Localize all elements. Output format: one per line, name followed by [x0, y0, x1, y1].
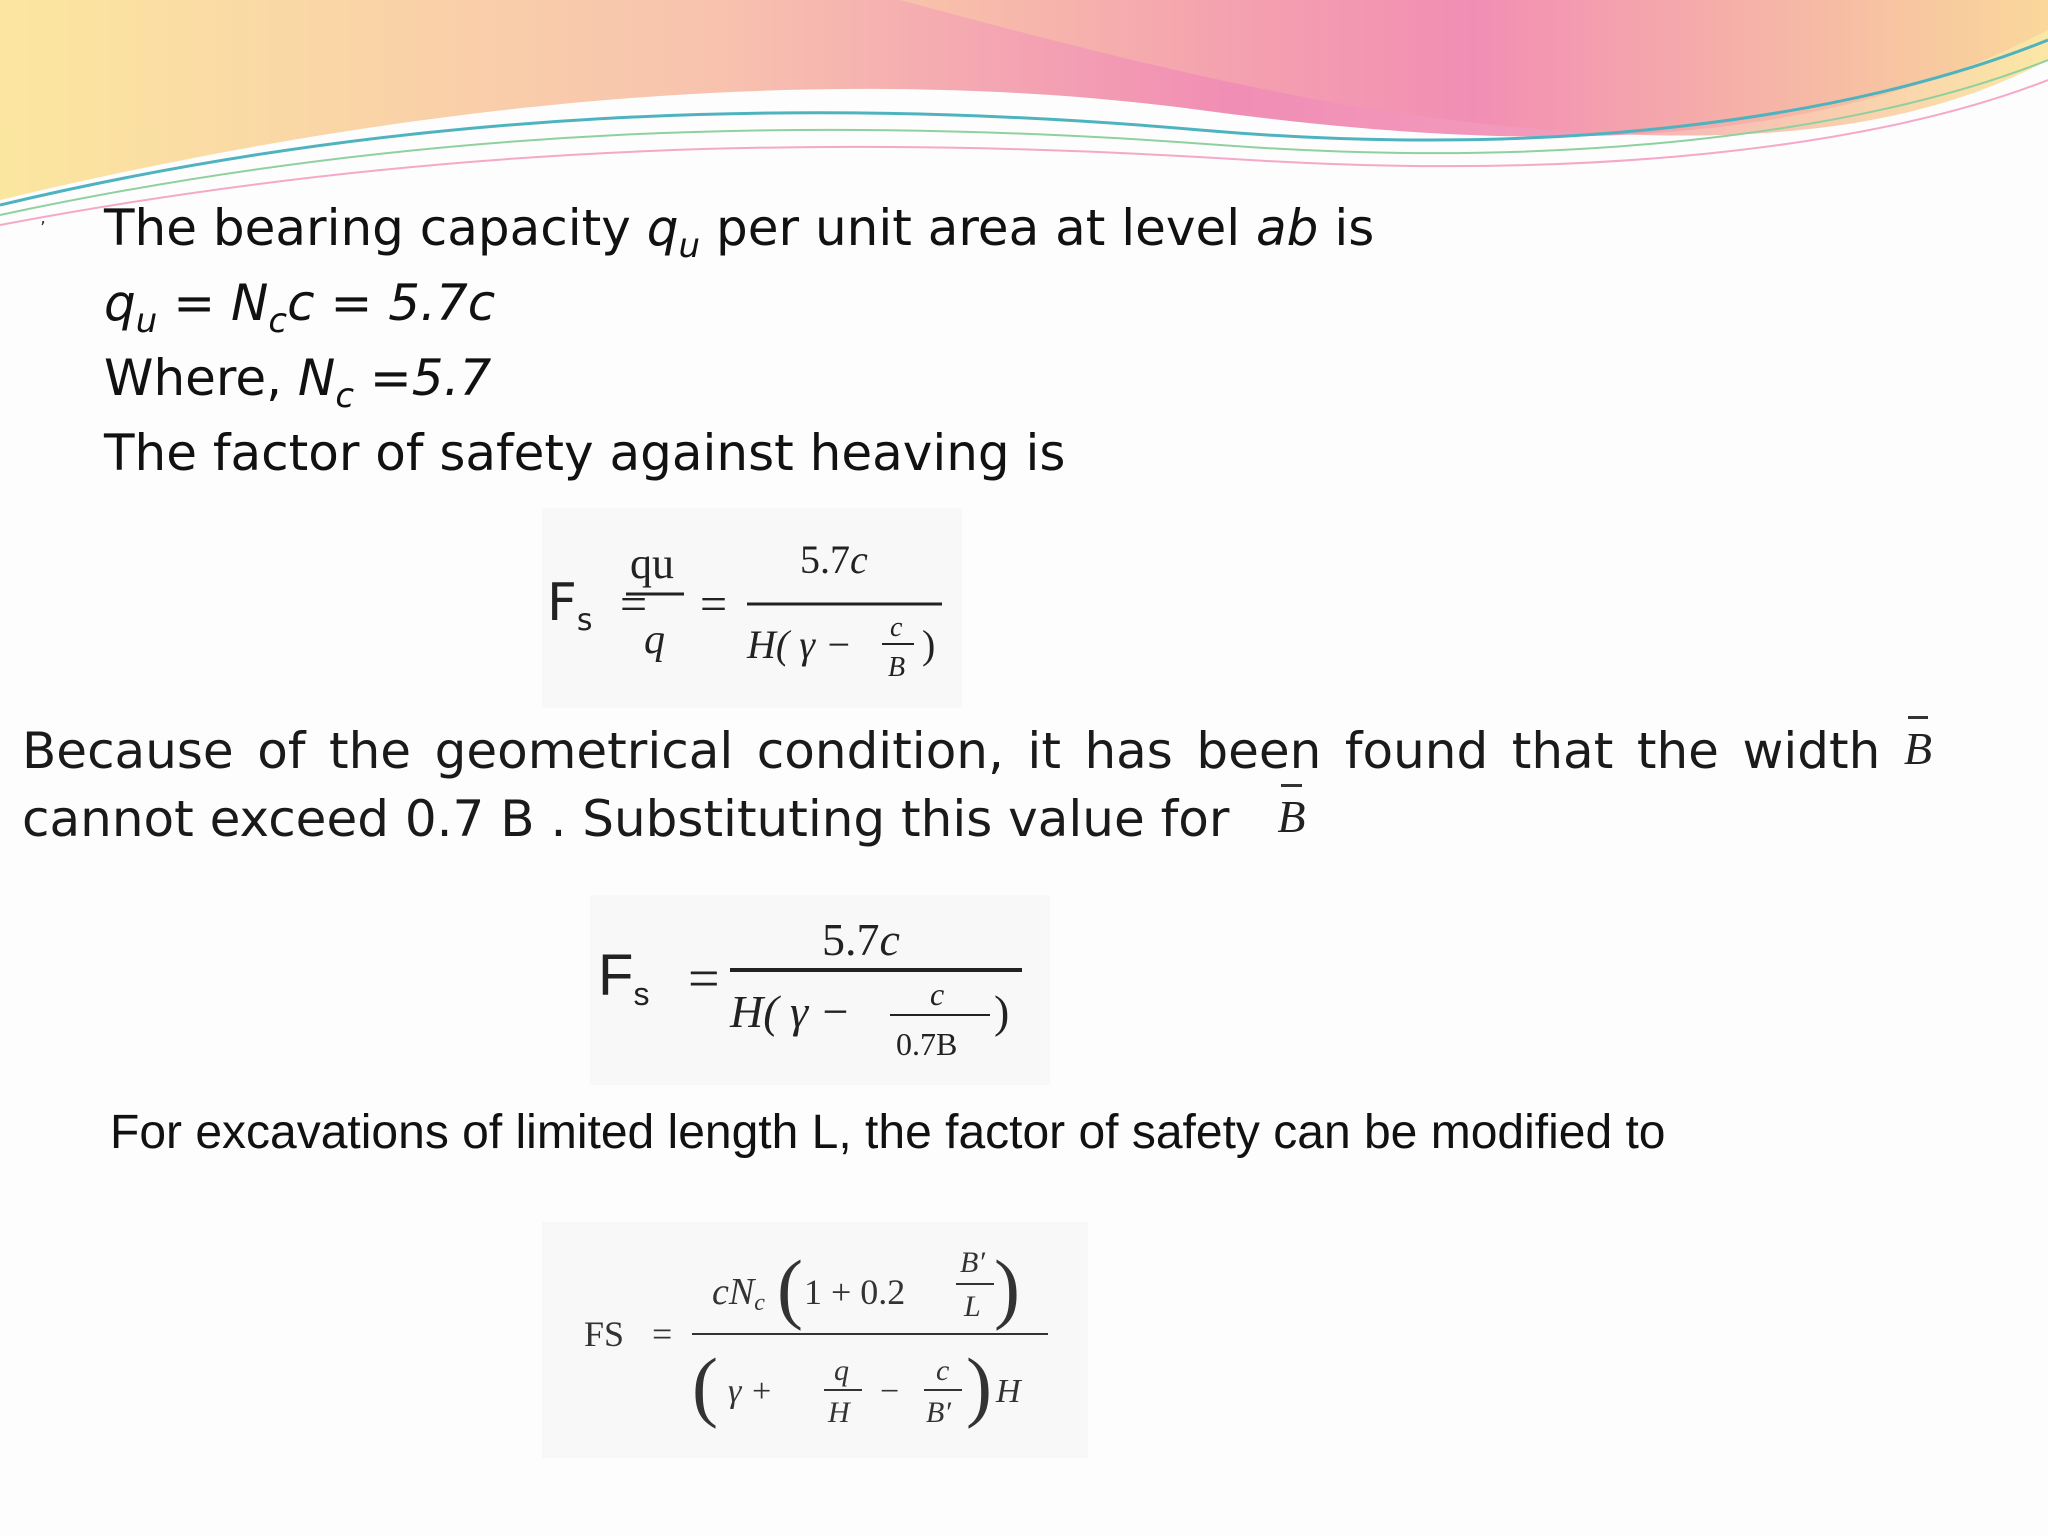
svg-text:L: L: [964, 1290, 981, 1323]
paragraph-word: has: [1084, 722, 1173, 780]
bullet-mark: ’: [40, 218, 46, 239]
sub-c: c: [268, 300, 288, 341]
text: =5.7: [354, 349, 492, 407]
svg-text:H( γ −: H( γ −: [730, 986, 851, 1037]
svg-text:B′: B′: [960, 1246, 985, 1279]
text: cannot exceed 0.7 B . Substituting this value for: [22, 789, 1230, 848]
paragraph-row-1: [22, 718, 1932, 786]
paragraph-word: been: [1196, 722, 1322, 780]
svg-text:γ +: γ +: [728, 1373, 773, 1410]
svg-text:H: H: [996, 1373, 1021, 1410]
svg-text:0.7B: 0.7B: [896, 1026, 958, 1062]
paragraph-width-note: [22, 718, 1932, 853]
svg-text:5.7c: 5.7c: [800, 537, 868, 582]
svg-text:): ): [966, 1342, 992, 1429]
paragraph-word: width: [1742, 722, 1881, 780]
svg-text:−: −: [880, 1373, 900, 1410]
svg-text:c: c: [930, 976, 945, 1012]
text-line-2: [104, 274, 496, 341]
svg-text:qu: qu: [630, 539, 674, 588]
paragraph-word: the: [1636, 722, 1719, 780]
formula-fs-1: [542, 508, 962, 708]
svg-text:): ): [994, 1244, 1020, 1331]
svg-text:q: q: [834, 1354, 849, 1387]
var-q: q: [646, 199, 679, 257]
text-line-1: [104, 199, 1375, 266]
paragraph-word: geometrical: [434, 722, 734, 780]
text: is: [1318, 199, 1375, 257]
sub-u: u: [678, 225, 701, 266]
svg-text:c: c: [890, 612, 903, 643]
paragraph-word: Because: [22, 722, 234, 780]
var-q: q: [104, 274, 136, 332]
paragraph-word: condition,: [756, 722, 1004, 780]
paragraph-word: found: [1344, 722, 1489, 780]
var-b-bar: B: [1904, 718, 1932, 786]
text-line-4: The factor of safety against heaving is: [104, 424, 1066, 482]
paragraph-word: that: [1511, 722, 1614, 780]
formula-fs-3: [542, 1222, 1088, 1458]
svg-text:): ): [994, 986, 1010, 1037]
text-line-3: [104, 349, 492, 416]
svg-text:5.7c: 5.7c: [822, 914, 900, 965]
svg-text:(: (: [692, 1342, 718, 1429]
text: c = 5.7c: [287, 274, 496, 332]
svg-text:B′: B′: [926, 1396, 951, 1429]
svg-text:H( γ −: H( γ −: [747, 622, 852, 667]
var-ab: ab: [1256, 199, 1319, 257]
svg-text:c: c: [936, 1354, 950, 1387]
svg-text:FS: FS: [584, 1314, 625, 1354]
text: = N: [157, 274, 269, 332]
svg-text:(: (: [777, 1244, 803, 1331]
limited-length-text: For excavations of limited length L, the factor of safety can be modified to: [110, 1106, 1666, 1159]
var-b-bar: B: [1277, 786, 1305, 854]
svg-text:=: =: [652, 1314, 673, 1354]
var-n: N: [297, 349, 336, 407]
text: per unit area at level: [700, 199, 1257, 257]
paragraph-row-2: [22, 786, 1932, 854]
paragraph-word: the: [329, 722, 412, 780]
svg-text:=: =: [688, 948, 720, 1010]
svg-text:Fs: Fs: [598, 943, 650, 1012]
svg-text:): ): [922, 622, 936, 667]
text: The bearing capacity: [104, 199, 647, 257]
svg-text:H: H: [828, 1396, 850, 1429]
svg-text:cNc: cNc: [712, 1271, 765, 1316]
formula-fs-2: [590, 895, 1050, 1085]
text: Where,: [104, 349, 298, 407]
svg-text:=: =: [700, 578, 728, 631]
svg-text:1 + 0.2: 1 + 0.2: [804, 1272, 906, 1312]
svg-text:q: q: [644, 617, 665, 663]
svg-text:Fs: Fs: [547, 573, 593, 638]
sub-c: c: [335, 375, 355, 416]
svg-text:=: =: [620, 578, 648, 631]
paragraph-word: it: [1027, 722, 1061, 780]
svg-text:B: B: [888, 652, 906, 683]
sub-u: u: [135, 300, 158, 341]
paragraph-word: of: [257, 722, 306, 780]
